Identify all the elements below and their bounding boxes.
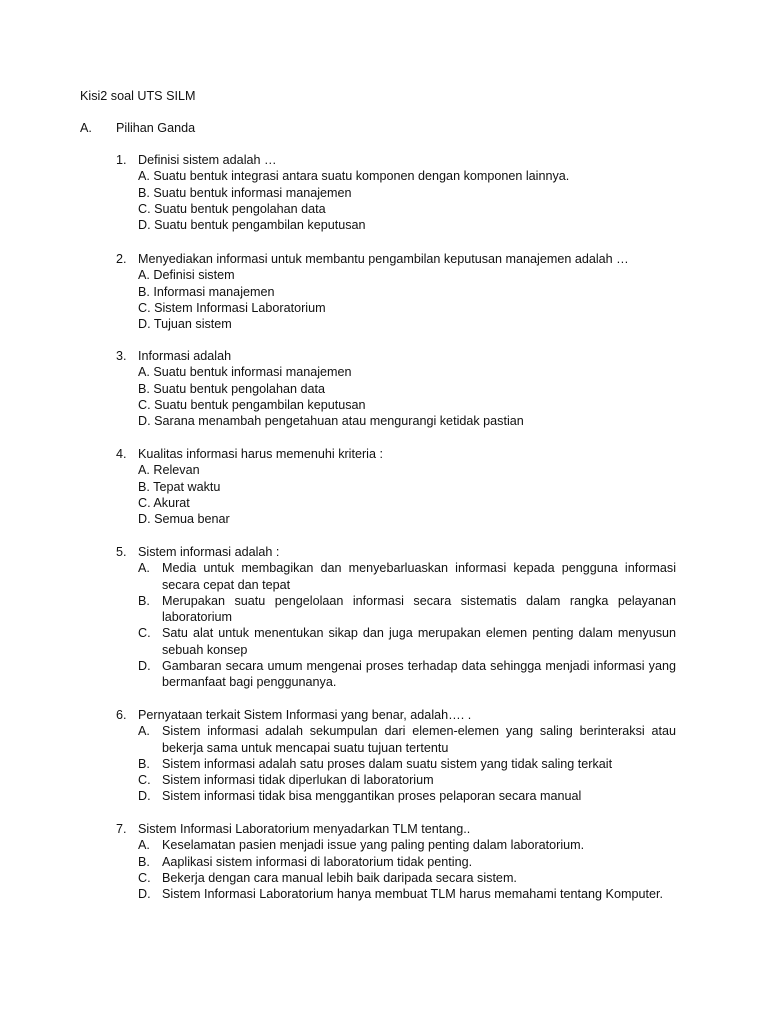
option-text: Sistem informasi adalah sekumpulan dari elemen-elemen yang saling berinteraksi atau bekerja sama untuk mencapai suatu tujuan tertentu [162, 724, 676, 755]
question-number: 4. [116, 447, 127, 461]
option-a: A. Suatu bentuk integrasi antara suatu komponen dengan komponen lainnya. [138, 169, 570, 184]
option-text: Bekerja dengan cara manual lebih baik daripada secara sistem. [162, 870, 517, 885]
option-letter: B. [138, 593, 150, 608]
option-a [116, 723, 676, 756]
option-letter: D. [138, 789, 151, 804]
option-d: D. Tujuan sistem [138, 317, 232, 332]
option-text: Media untuk membagikan dan menyebarluaskan informasi kepada pengguna informasi secara cepat dan tepat [162, 561, 676, 592]
question-number: 1. [116, 153, 127, 167]
option-letter: C. [138, 626, 151, 641]
option-letter: B. [138, 756, 150, 771]
section-letter: A. [80, 121, 92, 135]
question-7 [116, 821, 676, 902]
question-text: Definisi sistem adalah … [138, 153, 277, 167]
question-text: Sistem Informasi Laboratorium menyadarkan TLM tentang.. [138, 822, 471, 836]
question-stem [116, 707, 676, 723]
option-a [116, 837, 676, 853]
option-d [116, 658, 676, 691]
question-text: Pernyataan terkait Sistem Informasi yang benar, adalah…. . [138, 708, 472, 722]
question-2 [116, 251, 676, 332]
option-letter: B. [138, 854, 150, 869]
question-3 [116, 348, 676, 429]
question-4 [116, 446, 676, 527]
option-b: B. Tepat waktu [138, 479, 221, 494]
option-text: Sistem informasi tidak bisa menggantikan proses pelaporan secara manual [162, 789, 582, 804]
option-text: Sistem informasi tidak diperlukan di laboratorium [162, 773, 434, 788]
option-b: B. Informasi manajemen [138, 284, 275, 299]
option-a: A. Suatu bentuk informasi manajemen [138, 365, 352, 380]
option-text: Sistem informasi adalah satu proses dalam suatu sistem yang tidak saling terkait [162, 756, 613, 771]
option-d [116, 788, 676, 804]
option-text: Gambaran secara umum mengenai proses terhadap data sehingga menjadi informasi yang bermanfaat bagi penggunanya. [162, 659, 676, 690]
option-text: Merupakan suatu pengelolaan informasi secara sistematis dalam rangka pelayanan laboratorium [162, 593, 676, 625]
option-b [116, 593, 676, 626]
option-text: Keselamatan pasien menjadi issue yang paling penting dalam laboratorium. [162, 838, 585, 853]
option-letter: D. [138, 887, 151, 902]
question-number: 2. [116, 252, 127, 266]
option-letter: C. [138, 773, 151, 788]
question-text: Kualitas informasi harus memenuhi kriteria : [138, 447, 383, 461]
section-label: Pilihan Ganda [116, 121, 196, 135]
question-text: Informasi adalah [138, 349, 232, 363]
option-d: D. Sarana menambah pengetahuan atau mengurangi ketidak pastian [138, 414, 524, 429]
question-number: 3. [116, 349, 127, 363]
question-stem [116, 348, 676, 364]
option-d: D. Semua benar [138, 512, 230, 527]
option-c [116, 772, 676, 788]
option-c [116, 625, 676, 658]
option-b: B. Suatu bentuk pengolahan data [138, 381, 325, 396]
option-c: C. Suatu bentuk pengolahan data [138, 201, 326, 216]
option-letter: A. [138, 724, 150, 739]
option-a [116, 560, 676, 593]
option-letter: A. [138, 838, 150, 853]
option-b [116, 756, 676, 772]
document-title: Kisi2 soal UTS SILM [80, 89, 196, 103]
question-number: 5. [116, 545, 127, 559]
option-letter: C. [138, 870, 151, 885]
option-d [116, 886, 676, 902]
question-number: 7. [116, 822, 127, 836]
question-5 [116, 544, 676, 691]
option-a: A. Relevan [138, 463, 200, 478]
option-text: Sistem Informasi Laboratorium hanya membuat TLM harus memahami tentang Komputer. [162, 887, 663, 902]
question-stem [116, 544, 676, 560]
option-b: B. Suatu bentuk informasi manajemen [138, 185, 352, 200]
question-text: Menyediakan informasi untuk membantu pengambilan keputusan manajemen adalah … [138, 252, 629, 266]
question-number: 6. [116, 708, 127, 722]
question-stem [116, 446, 676, 462]
option-c: C. Sistem Informasi Laboratorium [138, 300, 326, 315]
question-stem [116, 821, 676, 837]
section-heading [80, 120, 195, 136]
option-b [116, 854, 676, 870]
option-a: A. Definisi sistem [138, 268, 235, 283]
question-6 [116, 707, 676, 805]
option-text: Aaplikasi sistem informasi di laboratorium tidak penting. [162, 854, 473, 869]
option-letter: D. [138, 659, 151, 674]
option-c [116, 870, 676, 886]
option-d: D. Suatu bentuk pengambilan keputusan [138, 218, 366, 233]
question-text: Sistem informasi adalah : [138, 545, 280, 559]
option-c: C. Suatu bentuk pengambilan keputusan [138, 397, 366, 412]
question-stem [116, 152, 676, 168]
option-text: Satu alat untuk menentukan sikap dan juga merupakan elemen penting dalam menyusun sebuah konsep [162, 626, 676, 657]
question-1 [116, 152, 676, 233]
option-c: C. Akurat [138, 495, 190, 510]
question-stem [116, 251, 676, 267]
option-letter: A. [138, 561, 150, 576]
